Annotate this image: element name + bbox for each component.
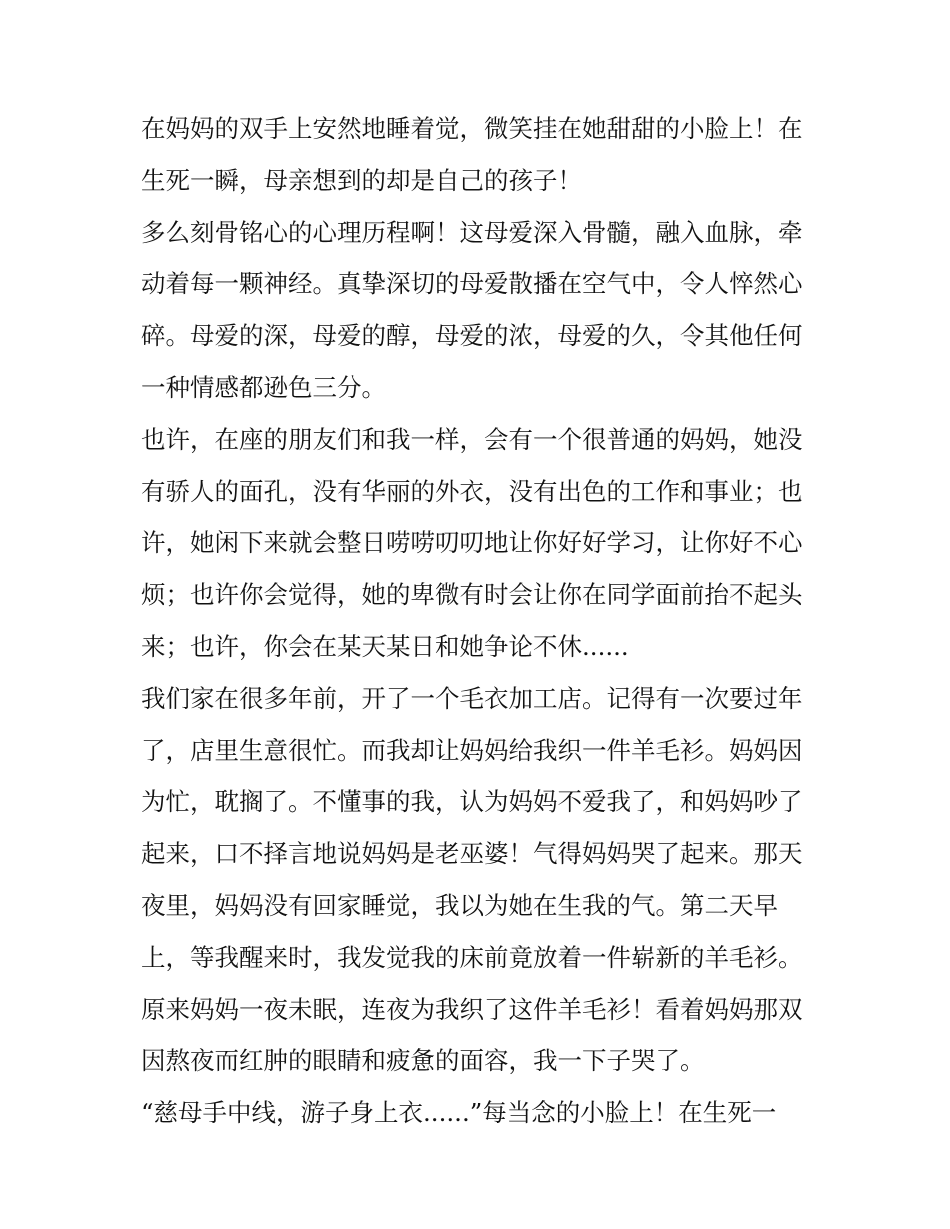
text-line: 有骄人的面孔，没有华丽的外衣，没有出色的工作和事业；也	[141, 476, 803, 506]
text-line: 一种情感都逊色三分。	[141, 372, 386, 402]
text-line: 碎。母爱的深，母爱的醇，母爱的浓，母爱的久，令其他任何	[141, 321, 803, 351]
text-line: 烦；也许你会觉得，她的卑微有时会让你在同学面前抬不起头	[141, 580, 803, 610]
text-line: 为忙，耽搁了。不懂事的我，认为妈妈不爱我了，和妈妈吵了	[141, 787, 803, 817]
text-line: 原来妈妈一夜未眠，连夜为我织了这件羊毛衫！看着妈妈那双	[141, 994, 803, 1024]
text-line: 因熬夜而红肿的眼睛和疲惫的面容，我一下子哭了。	[141, 1046, 705, 1076]
text-line: 动着每一颗神经。真挚深切的母爱散播在空气中，令人悴然心	[141, 269, 803, 299]
text-line: 夜里，妈妈没有回家睡觉，我以为她在生我的气。第二天早	[141, 890, 778, 920]
text-line: 生死一瞬，母亲想到的却是自己的孩子！	[141, 165, 582, 195]
text-line: 我们家在很多年前，开了一个毛衣加工店。记得有一次要过年	[141, 683, 803, 713]
text-line: 在妈妈的双手上安然地睡着觉，微笑挂在她甜甜的小脸上！在	[141, 114, 803, 143]
text-line: 起来，口不择言地说妈妈是老巫婆！气得妈妈哭了起来。那天	[141, 839, 803, 869]
essay-body	[141, 103, 821, 1139]
text-line: 也许，在座的朋友们和我一样，会有一个很普通的妈妈，她没	[141, 424, 803, 454]
text-line: “慈母手中线，游子身上衣......”每当念的小脸上！在生死一	[141, 1098, 777, 1128]
text-line: 多么刻骨铭心的心理历程啊！这母爱深入骨髓，融入血脉，牵	[141, 217, 803, 247]
text-line: 上，等我醒来时，我发觉我的床前竟放着一件崭新的羊毛衫。	[141, 942, 803, 972]
text-line: 许，她闲下来就会整日唠唠叨叨地让你好好学习，让你好不心	[141, 528, 803, 558]
text-line: 来；也许，你会在某天某日和她争论不休......	[141, 631, 629, 661]
text-line: 了，店里生意很忙。而我却让妈妈给我织一件羊毛衫。妈妈因	[141, 735, 803, 765]
